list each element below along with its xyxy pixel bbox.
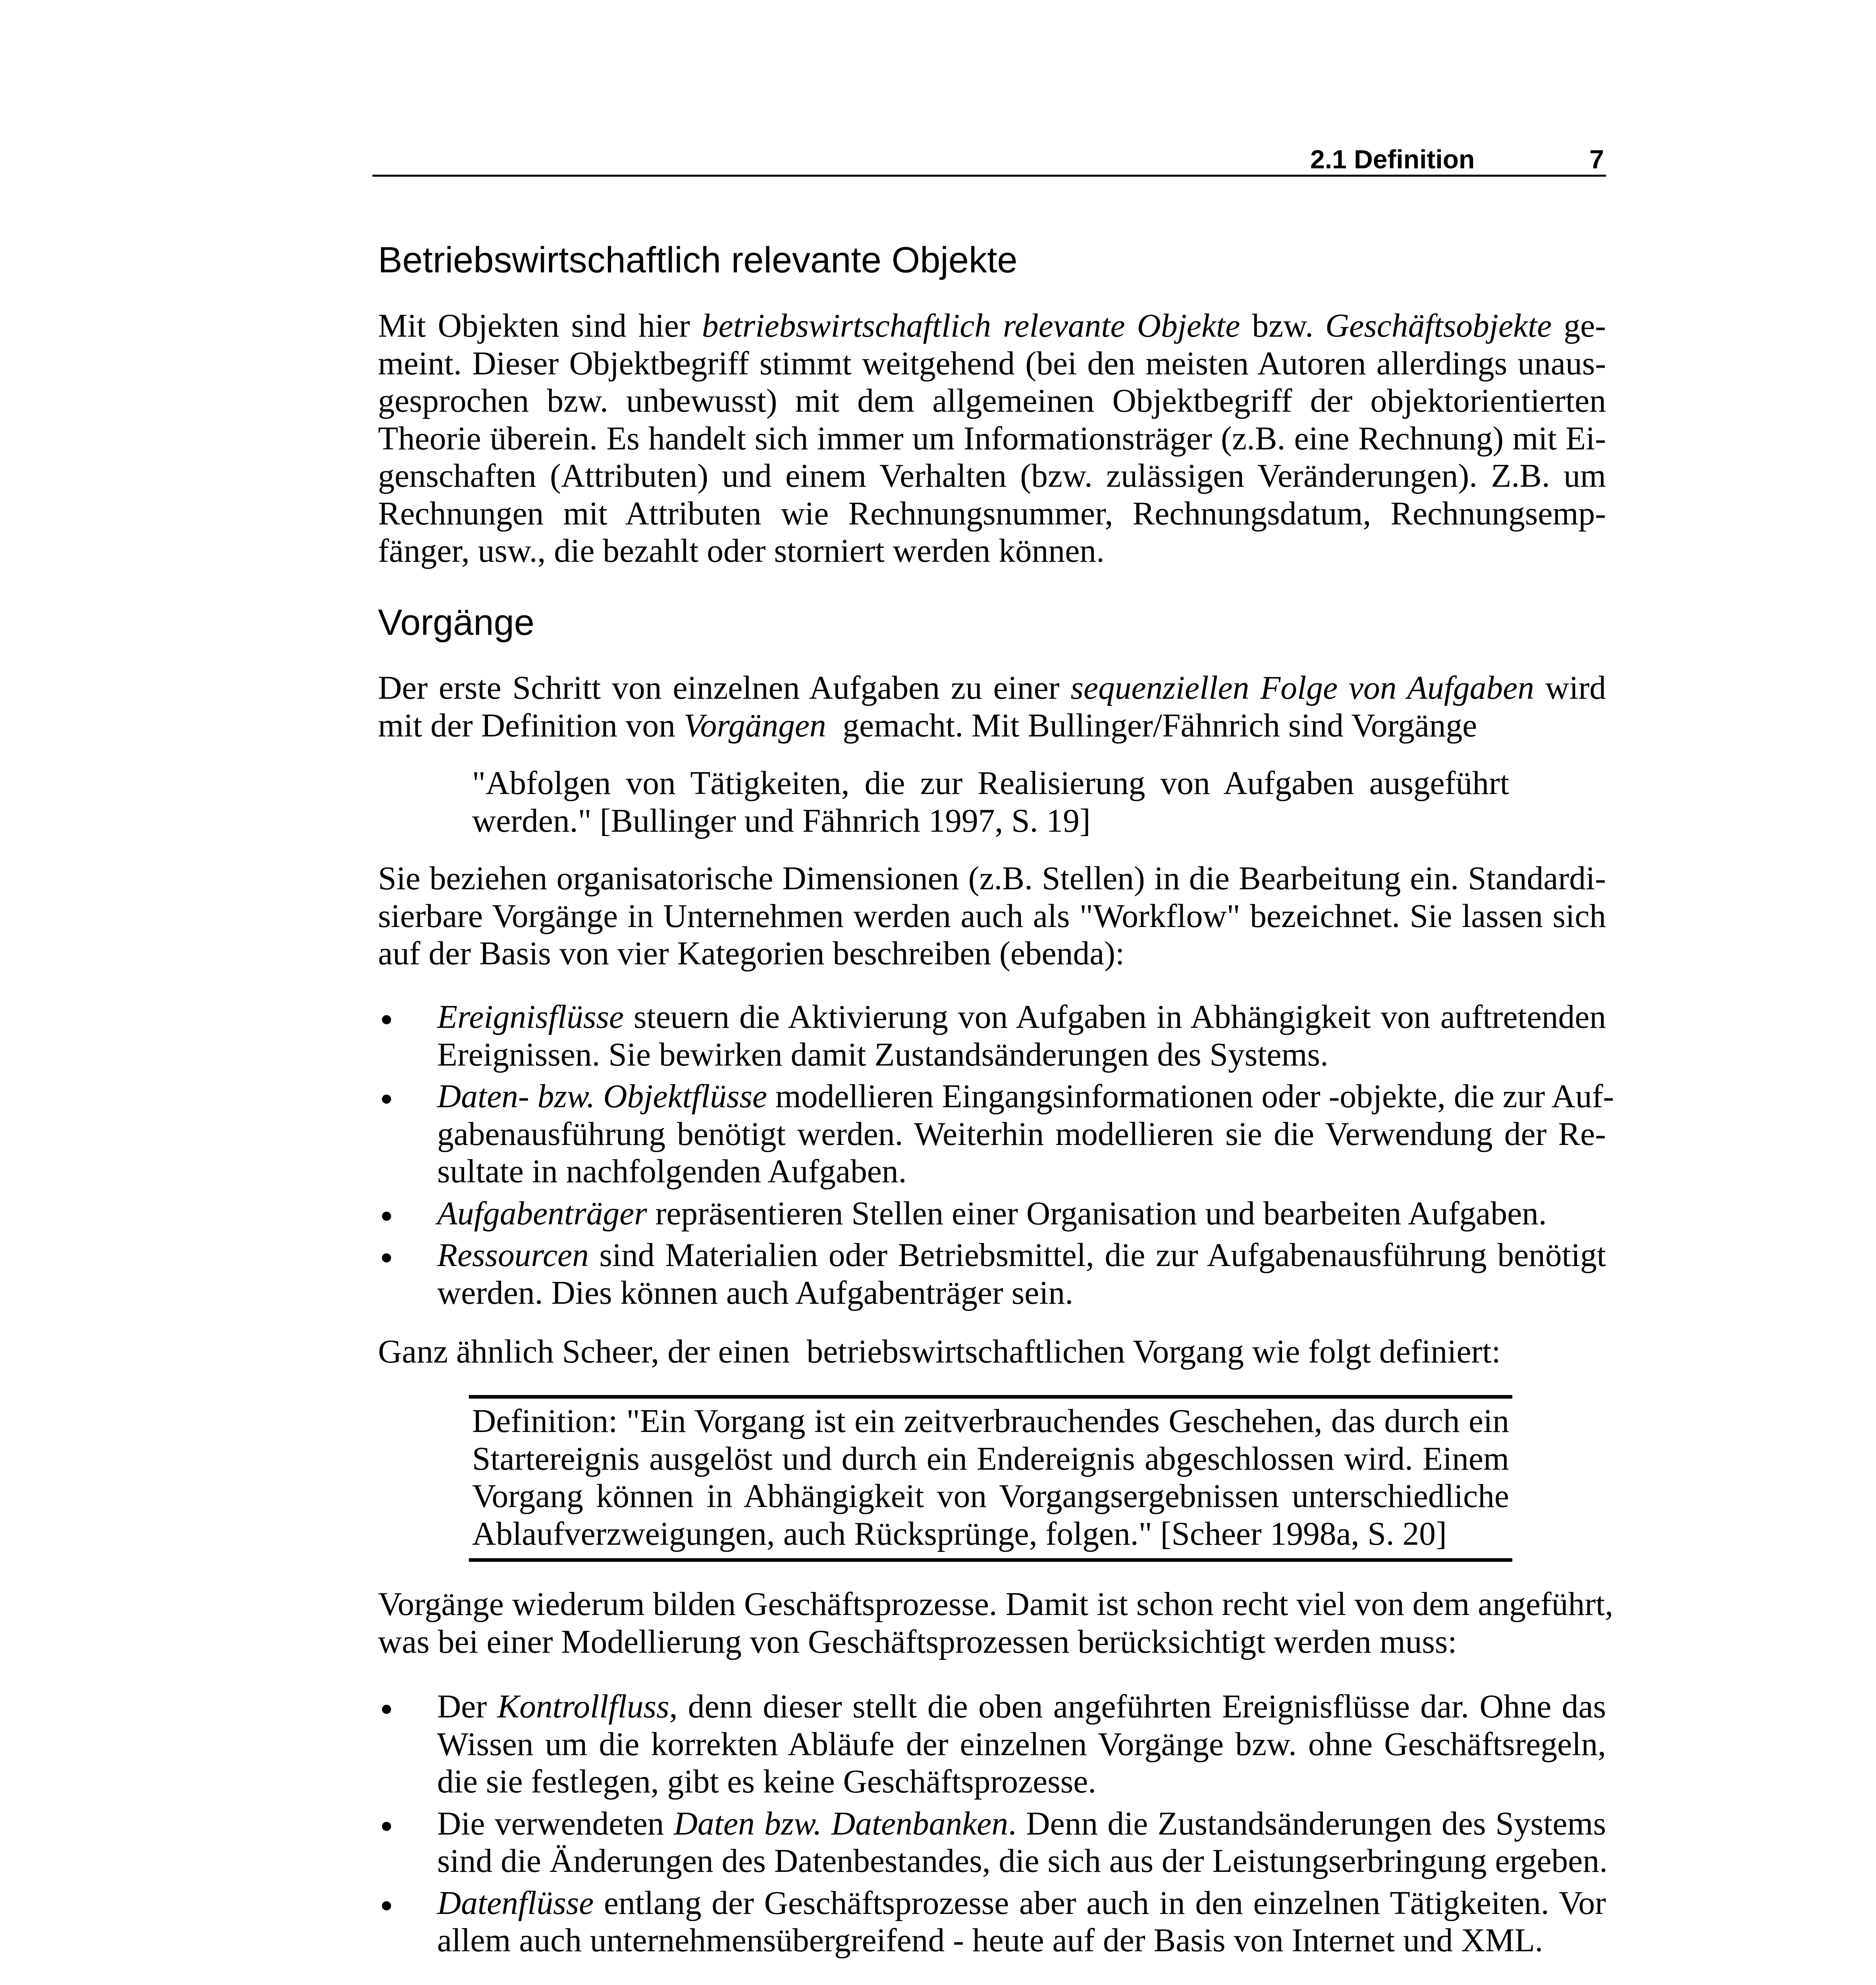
list-item-text bbox=[437, 1688, 1606, 1801]
list-item-text bbox=[437, 1078, 1614, 1191]
list-item bbox=[378, 1195, 1606, 1233]
text-segment: Vorgang können in Abhängigkeit von Vorgangsergebnissen unterschiedliche bbox=[472, 1478, 1509, 1515]
emphasized-text: Ereignisflüsse bbox=[437, 999, 624, 1035]
text-line bbox=[378, 345, 1606, 383]
text-line bbox=[378, 1586, 1614, 1623]
paragraph-geschaeftsprozesse bbox=[378, 1586, 1614, 1661]
text-line bbox=[437, 1842, 1606, 1880]
emphasized-text: betriebswirtschaftlich relevante Objekte bbox=[702, 308, 1240, 344]
text-line bbox=[472, 1515, 1509, 1553]
text-segment: allem auch unternehmensübergreifend - heute auf der Basis von Internet und XML. bbox=[437, 1922, 1543, 1959]
definition-box-bottom-rule bbox=[469, 1558, 1512, 1562]
text-segment: steuern die Aktivierung von Aufgaben in Abhängigkeit von auftretenden bbox=[624, 999, 1606, 1035]
text-line bbox=[437, 1885, 1606, 1922]
bullet-icon bbox=[382, 1015, 391, 1024]
list-item-text bbox=[437, 1805, 1606, 1880]
emphasized-text: Daten bzw. Datenbanken bbox=[673, 1805, 1008, 1842]
block-quote-bullinger bbox=[472, 765, 1509, 840]
bullet-list-kategorien bbox=[378, 998, 1614, 1312]
text-line bbox=[472, 1440, 1509, 1478]
list-item-text bbox=[437, 998, 1606, 1073]
text-segment: Der erste Schritt von einzelnen Aufgaben zu einer bbox=[378, 670, 1071, 706]
list-item bbox=[378, 1885, 1606, 1960]
text-line bbox=[378, 420, 1606, 458]
emphasized-text: Ressourcen bbox=[437, 1237, 589, 1274]
list-item bbox=[378, 1688, 1606, 1801]
list-item bbox=[378, 1078, 1614, 1191]
section-heading-objekte: Betriebswirtschaftlich relevante Objekte bbox=[378, 240, 1018, 280]
list-item-text bbox=[437, 1885, 1606, 1960]
paragraph-objekte bbox=[378, 307, 1606, 570]
text-segment: gabenausführung benötigt werden. Weiterhin modellieren sie die Verwendung der Re- bbox=[437, 1116, 1606, 1152]
text-segment: sultate in nachfolgenden Aufgaben. bbox=[437, 1153, 907, 1190]
text-line bbox=[437, 1078, 1614, 1116]
text-segment: Mit Objekten sind hier bbox=[378, 308, 702, 344]
list-item bbox=[378, 1805, 1606, 1880]
text-segment: gemacht. Mit Bullinger/Fähnrich sind Vorgänge bbox=[826, 707, 1477, 744]
text-line bbox=[437, 1726, 1606, 1763]
bullet-icon bbox=[382, 1095, 391, 1104]
emphasized-text: Aufgabenträger bbox=[437, 1195, 647, 1232]
text-segment: Startereignis ausgelöst und durch ein Endereignis abgeschlossen wird. Einem bbox=[472, 1440, 1509, 1477]
emphasized-text: sequenziellen Folge von Aufgaben bbox=[1070, 670, 1534, 706]
text-line bbox=[378, 860, 1606, 898]
text-segment: werden. Dies können auch Aufgabenträger sein. bbox=[437, 1274, 1074, 1311]
emphasized-text: Daten- bzw. Objektflüsse bbox=[437, 1078, 767, 1115]
text-segment: mit der Definition von bbox=[378, 707, 684, 744]
text-segment: , denn dieser stellt die oben angeführten Ereignisflüsse dar. Ohne das bbox=[669, 1688, 1606, 1725]
definition-box-top-rule bbox=[469, 1395, 1512, 1399]
text-segment: Ereignissen. Sie bewirken damit Zustandsänderungen des Systems. bbox=[437, 1036, 1328, 1073]
text-segment: Wissen um die korrekten Abläufe der einzelnen Vorgänge bzw. ohne Geschäftsregeln, bbox=[437, 1726, 1606, 1763]
text-line bbox=[378, 532, 1606, 570]
text-segment: Theorie überein. Es handelt sich immer um Informationsträger (z.B. eine Rechnung) mit Ei- bbox=[378, 420, 1606, 457]
text-segment: genschaften (Attributen) und einem Verhalten (bzw. zulässigen Veränderungen). Z.B. um bbox=[378, 458, 1606, 494]
page-number: 7 bbox=[1589, 145, 1604, 174]
text-segment: Definition: "Ein Vorgang ist ein zeitverbrauchendes Geschehen, das durch ein bbox=[472, 1403, 1509, 1440]
running-header-title: 2.1 Definition bbox=[1310, 145, 1475, 174]
text-line bbox=[378, 935, 1606, 973]
text-segment: Die verwendeten bbox=[437, 1805, 674, 1842]
text-segment: gesprochen bzw. unbewusst) mit dem allgemeinen Objektbegriff der objektorientierten bbox=[378, 383, 1606, 419]
text-segment: sind die Änderungen des Datenbestandes, die sich aus der Leistungserbringung ergeben. bbox=[437, 1843, 1608, 1879]
text-segment: ge- bbox=[1552, 308, 1606, 344]
text-line bbox=[378, 1623, 1606, 1661]
text-segment: repräsentieren Stellen einer Organisation und bearbeiten Aufgaben. bbox=[647, 1195, 1547, 1232]
text-segment: entlang der Geschäftsprozesse aber auch in den einzelnen Tätigkeiten. Vor bbox=[594, 1885, 1606, 1921]
text-segment: meint. Dieser Objektbegriff stimmt weitgehend (bei den meisten Autoren allerdings unaus- bbox=[378, 345, 1606, 382]
emphasized-text: Vorgängen bbox=[683, 707, 826, 744]
text-line bbox=[437, 1688, 1606, 1726]
definition-box-text bbox=[472, 1403, 1509, 1553]
text-segment: sind Materialien oder Betriebsmittel, die zur Aufgabenausführung benötigt bbox=[588, 1237, 1606, 1274]
text-segment: "Abfolgen von Tätigkeiten, die zur Realisierung von Aufgaben ausgeführt bbox=[472, 765, 1509, 802]
bullet-icon bbox=[382, 1822, 391, 1831]
text-segment: Ganz ähnlich Scheer, der einen betriebswirtschaftlichen Vorgang wie folgt definiert: bbox=[378, 1334, 1501, 1370]
text-segment: modellieren Eingangsinformationen oder -objekte, die zur Auf- bbox=[767, 1078, 1614, 1115]
text-line bbox=[472, 802, 1509, 840]
text-segment: Sie beziehen organisatorische Dimensionen (z.B. Stellen) in die Bearbeitung ein. Standardi- bbox=[378, 860, 1606, 897]
text-line bbox=[378, 307, 1606, 345]
emphasized-text: Datenflüsse bbox=[437, 1885, 594, 1921]
text-line bbox=[378, 707, 1606, 745]
text-line bbox=[437, 1922, 1606, 1960]
emphasized-text: Kontrollfluss bbox=[497, 1688, 669, 1725]
text-line bbox=[437, 998, 1606, 1036]
text-line bbox=[472, 765, 1509, 802]
text-segment: wird bbox=[1534, 670, 1606, 706]
bullet-icon bbox=[382, 1705, 391, 1714]
text-segment: werden." [Bullinger und Fähnrich 1997, S. 19] bbox=[472, 802, 1091, 839]
text-segment: die sie festlegen, gibt es keine Geschäftsprozesse. bbox=[437, 1763, 1097, 1800]
text-line bbox=[437, 1274, 1606, 1312]
text-line bbox=[437, 1036, 1606, 1074]
text-line bbox=[472, 1403, 1509, 1440]
bullet-icon bbox=[382, 1901, 391, 1910]
text-segment: fänger, usw., die bezahlt oder storniert werden können. bbox=[378, 533, 1105, 569]
paragraph-scheer bbox=[378, 1333, 1606, 1371]
paragraph-dimensionen bbox=[378, 860, 1606, 973]
text-line bbox=[437, 1805, 1606, 1843]
text-line bbox=[378, 1333, 1606, 1371]
text-segment: . Denn die Zustandsänderungen des Systems bbox=[1008, 1805, 1606, 1842]
text-segment: bzw. bbox=[1240, 308, 1325, 344]
bullet-list-modellierung bbox=[378, 1688, 1606, 1960]
bullet-icon bbox=[382, 1212, 391, 1221]
text-line bbox=[437, 1153, 1606, 1191]
text-line bbox=[378, 457, 1606, 495]
text-line bbox=[378, 382, 1606, 420]
text-segment: Rechnungen mit Attributen wie Rechnungsnummer, Rechnungsdatum, Rechnungsemp- bbox=[378, 495, 1606, 532]
text-line bbox=[378, 898, 1606, 935]
list-item-text bbox=[437, 1237, 1606, 1312]
text-segment: auf der Basis von vier Kategorien beschreiben (ebenda): bbox=[378, 935, 1125, 972]
paragraph-vorgaenge-intro bbox=[378, 669, 1606, 744]
text-segment: Der bbox=[437, 1688, 497, 1725]
text-segment: was bei einer Modellierung von Geschäftsprozessen berücksichtigt werden muss: bbox=[378, 1623, 1457, 1660]
section-heading-vorgaenge: Vorgänge bbox=[378, 602, 534, 643]
header-rule bbox=[372, 175, 1606, 177]
text-line bbox=[378, 495, 1606, 533]
text-segment: sierbare Vorgänge in Unternehmen werden auch als "Workflow" bezeichnet. Sie lassen sich bbox=[378, 898, 1606, 935]
text-line bbox=[437, 1237, 1606, 1274]
list-item bbox=[378, 998, 1606, 1073]
list-item bbox=[378, 1237, 1606, 1312]
text-segment: Vorgänge wiederum bilden Geschäftsprozesse. Damit ist schon recht viel von dem angeführt, bbox=[378, 1586, 1614, 1623]
text-line bbox=[378, 669, 1606, 707]
list-item-text bbox=[437, 1195, 1606, 1233]
bullet-icon bbox=[382, 1253, 391, 1262]
text-segment: Ablaufverzweigungen, auch Rücksprünge, folgen." [Scheer 1998a, S. 20] bbox=[472, 1515, 1447, 1552]
text-line bbox=[437, 1195, 1606, 1233]
text-line bbox=[437, 1763, 1606, 1801]
text-line bbox=[472, 1478, 1509, 1515]
text-line bbox=[437, 1116, 1606, 1153]
emphasized-text: Geschäftsobjekte bbox=[1325, 308, 1552, 344]
